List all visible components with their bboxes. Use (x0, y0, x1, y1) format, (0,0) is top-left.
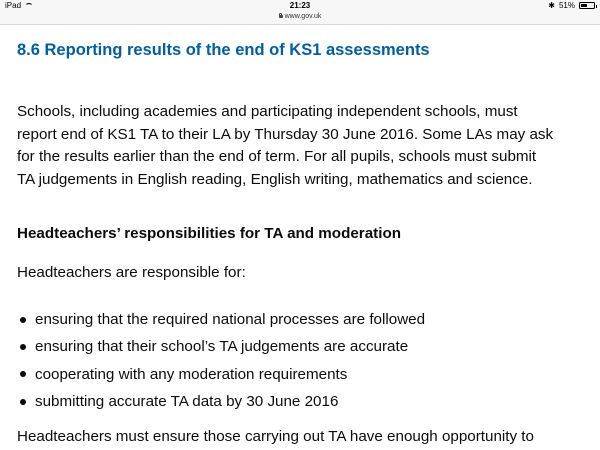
status-time: 21:23 (289, 1, 311, 10)
address-url: www.gov.uk (284, 13, 322, 20)
section-title: 8.6 Reporting results of the end of KS1 assessments (17, 41, 430, 59)
battery-level-fill (581, 4, 587, 7)
list-item (17, 306, 425, 333)
bullet-icon (20, 344, 26, 350)
list-item-text: ensuring that their school’s TA judgements are accurate (35, 338, 409, 356)
bullet-icon (20, 317, 26, 323)
list-item (17, 388, 425, 415)
closing-paragraph: Headteachers must ensure those carrying out TA have enough opportunity to (17, 428, 534, 445)
battery-percent: 51% (558, 1, 575, 10)
responsibilities-intro: Headteachers are responsible for: (17, 264, 246, 281)
list-item-text: ensuring that the required national processes are followed (35, 311, 426, 329)
list-item-text: cooperating with any moderation requirements (35, 365, 348, 383)
article-content[interactable] (0, 25, 600, 450)
address-bar[interactable] (0, 13, 600, 24)
intro-line: TA judgements in English reading, English writing, mathematics and science. (17, 170, 533, 188)
responsibilities-list (17, 306, 425, 415)
bluetooth-icon: ✱ (548, 1, 555, 10)
list-item (17, 361, 425, 388)
battery-icon (579, 2, 595, 9)
intro-line: report end of KS1 TA to their LA by Thursday 30 June 2016. Some LAs may ask (17, 125, 554, 143)
list-item (17, 333, 425, 360)
intro-line: for the results earlier than the end of term. For all pupils, schools must submit (17, 148, 537, 166)
lock-icon (279, 15, 283, 18)
intro-paragraph (17, 101, 597, 191)
intro-line: Schools, including academies and participating independent schools, must (17, 103, 518, 120)
device-name: iPad (5, 1, 22, 10)
ios-status-bar (0, 0, 600, 13)
status-right (548, 1, 595, 10)
bullet-icon (20, 399, 26, 405)
bullet-icon (20, 371, 26, 377)
responsibilities-heading: Headteachers’ responsibilities for TA and moderation (17, 225, 401, 242)
list-item-text: submitting accurate TA data by 30 June 2016 (35, 393, 339, 411)
